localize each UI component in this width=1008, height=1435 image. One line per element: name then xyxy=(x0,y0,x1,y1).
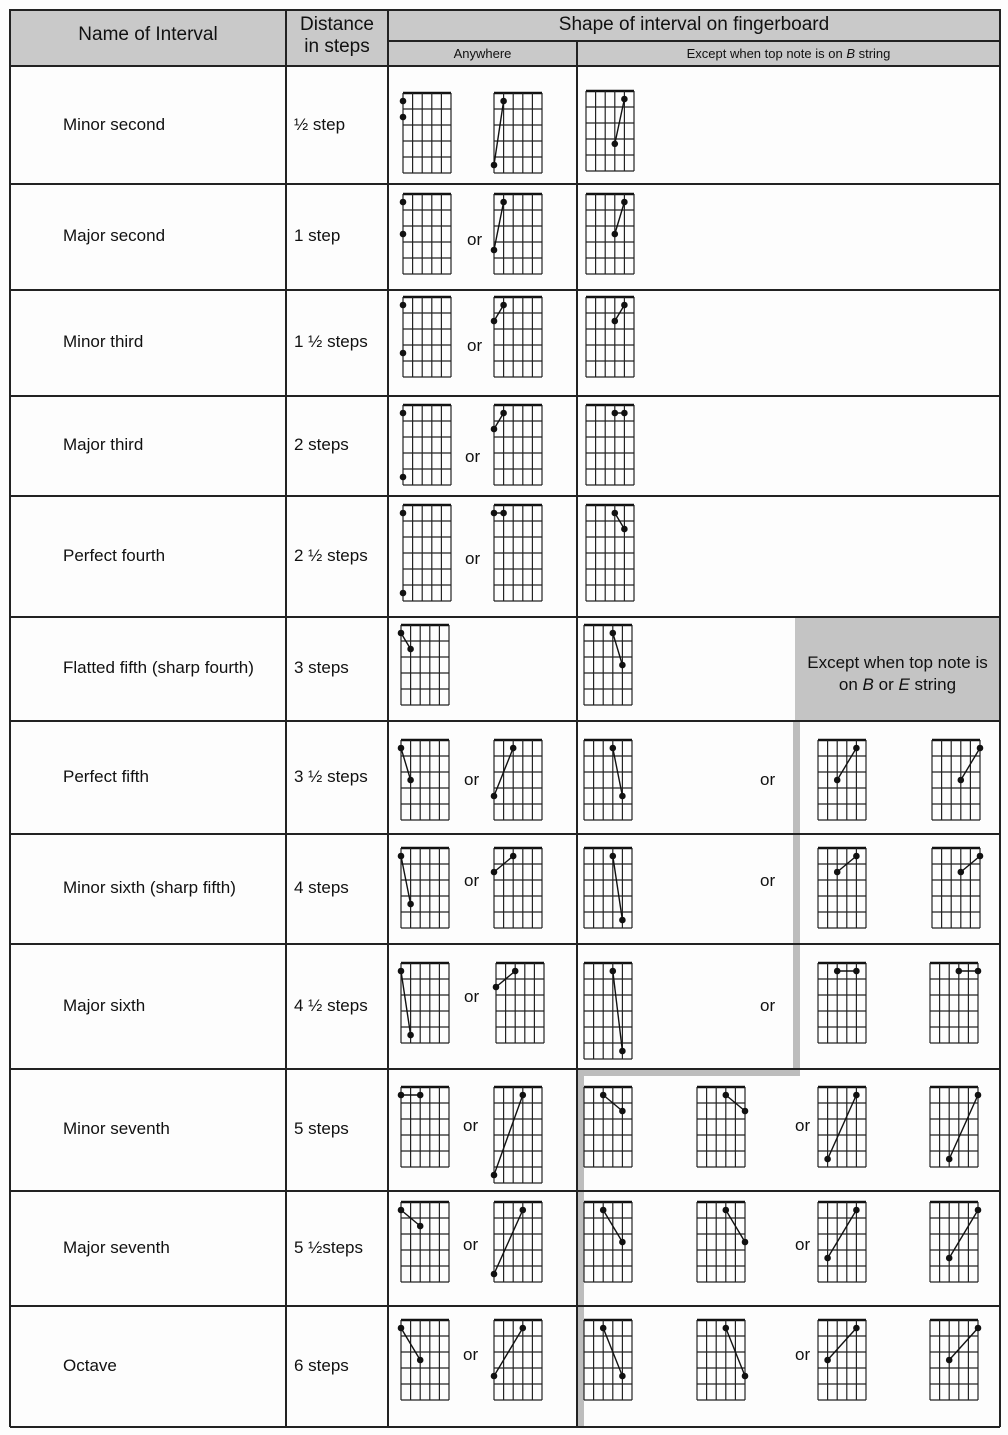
interval-name: Minor sixth (sharp fifth) xyxy=(63,878,236,897)
note-dot-icon xyxy=(400,590,407,597)
note-dot-icon xyxy=(619,1108,626,1115)
note-dot-icon xyxy=(610,630,617,637)
note-dot-icon xyxy=(853,968,860,975)
note-dot-icon xyxy=(417,1357,424,1364)
note-dot-icon xyxy=(493,984,500,991)
interval-name: Minor third xyxy=(63,332,144,351)
note-dot-icon xyxy=(512,968,519,975)
interval-distance: 6 steps xyxy=(294,1355,349,1375)
note-dot-icon xyxy=(834,968,841,975)
or-label: or xyxy=(467,336,483,355)
note-dot-icon xyxy=(491,247,498,254)
interval-name: Perfect fifth xyxy=(63,766,149,786)
interval-distance: 5 steps xyxy=(294,1119,349,1138)
note-dot-icon xyxy=(853,1092,860,1099)
fingerboard-diagram-icon xyxy=(490,501,546,605)
or-label: or xyxy=(463,1345,479,1364)
row-divider xyxy=(10,183,1000,185)
or-label: or xyxy=(464,871,480,890)
or-label: or xyxy=(795,1345,811,1364)
or-label: or xyxy=(795,1116,811,1135)
fingerboard-diagram-icon xyxy=(399,89,455,177)
note-dot-icon xyxy=(612,231,619,238)
interval-name: Major third xyxy=(63,435,144,454)
row-divider xyxy=(10,495,1000,497)
table-right-border xyxy=(999,9,1001,1427)
row-divider xyxy=(10,943,1000,945)
note-dot-icon xyxy=(398,1092,405,1099)
note-dot-icon xyxy=(407,1032,414,1039)
fingerboard-diagram-icon xyxy=(399,401,455,489)
note-dot-icon xyxy=(398,745,405,752)
fingerboard-diagram-icon xyxy=(490,844,546,932)
interval-distance: 4 ½ steps xyxy=(294,995,368,1015)
note-dot-icon xyxy=(621,96,628,103)
note-dot-icon xyxy=(853,1207,860,1214)
or-label: or xyxy=(795,1235,811,1254)
fingerboard-diagram-icon xyxy=(492,959,548,1047)
interval-name: Minor seventh xyxy=(63,1119,170,1138)
header-distance-line2: in steps xyxy=(304,36,370,57)
fingerboard-diagram-icon xyxy=(693,1083,749,1171)
interval-distance: 1 ½ steps xyxy=(294,332,368,351)
note-dot-icon xyxy=(407,646,414,653)
note-dot-icon xyxy=(500,98,507,105)
note-dot-icon xyxy=(600,1207,607,1214)
note-dot-icon xyxy=(619,1373,626,1380)
fingerboard-diagram-icon xyxy=(693,1316,749,1404)
interval-distance: 2 steps xyxy=(294,435,349,454)
note-dot-icon xyxy=(975,1207,982,1214)
fingerboard-diagram-icon xyxy=(490,190,546,278)
fingerboard-diagram-icon xyxy=(814,844,870,932)
fingerboard-diagram-icon xyxy=(490,1316,546,1404)
note-dot-icon xyxy=(946,1156,953,1163)
note-dot-icon xyxy=(500,410,507,417)
note-dot-icon xyxy=(612,410,619,417)
fingerboard-diagram-icon xyxy=(397,844,453,932)
fingerboard-diagram-icon xyxy=(397,1316,453,1404)
row-divider xyxy=(10,395,1000,397)
note-dot-icon xyxy=(400,410,407,417)
fingerboard-diagram-icon xyxy=(580,1198,636,1286)
interval-distance: 5 ½steps xyxy=(294,1237,363,1257)
header-distance-line1: Distance xyxy=(300,14,374,35)
fingerboard-diagram-icon xyxy=(397,736,453,824)
fingerboard-diagram-icon xyxy=(399,293,455,381)
note-dot-icon xyxy=(742,1239,749,1246)
note-dot-icon xyxy=(612,318,619,325)
note-dot-icon xyxy=(612,141,619,148)
note-dot-icon xyxy=(619,917,626,924)
fingerboard-diagram-icon xyxy=(814,959,870,1047)
fingerboard-diagram-icon xyxy=(490,1198,546,1286)
fingerboard-diagram-icon xyxy=(490,293,546,381)
note-dot-icon xyxy=(491,1271,498,1278)
note-dot-icon xyxy=(400,474,407,481)
header-except-b-suffix: string xyxy=(854,46,891,61)
note-dot-icon xyxy=(977,853,984,860)
note-dot-icon xyxy=(491,1172,498,1179)
or-label: or xyxy=(464,987,480,1006)
or-label: or xyxy=(760,871,776,890)
or-label: or xyxy=(465,447,481,466)
fingerboard-diagram-icon xyxy=(490,1083,546,1187)
note-dot-icon xyxy=(946,1255,953,1262)
row-divider xyxy=(10,1426,1000,1428)
fingerboard-diagram-icon xyxy=(582,293,638,381)
note-dot-icon xyxy=(400,302,407,309)
note-dot-icon xyxy=(407,777,414,784)
note-dot-icon xyxy=(500,302,507,309)
note-dot-icon xyxy=(621,410,628,417)
note-dot-icon xyxy=(398,853,405,860)
interval-distance: 3 ½ steps xyxy=(294,766,368,786)
interval-distance: 3 steps xyxy=(294,658,349,677)
or-label: or xyxy=(465,549,481,568)
fingerboard-diagram-icon xyxy=(582,401,638,489)
fingerboard-diagram-icon xyxy=(814,736,870,824)
fingerboard-diagram-icon xyxy=(399,190,455,278)
fingerboard-diagram-icon xyxy=(814,1316,870,1404)
or-label: or xyxy=(760,770,776,789)
note-dot-icon xyxy=(975,1092,982,1099)
interval-distance: 1 step xyxy=(294,226,341,245)
note-dot-icon xyxy=(742,1373,749,1380)
fingerboard-diagram-icon xyxy=(580,959,636,1063)
note-dot-icon xyxy=(407,901,414,908)
note-dot-icon xyxy=(510,745,517,752)
note-dot-icon xyxy=(619,662,626,669)
interval-name: Octave xyxy=(63,1355,117,1375)
note-dot-icon xyxy=(723,1092,730,1099)
column-divider-distance xyxy=(387,9,389,1427)
note-dot-icon xyxy=(742,1108,749,1115)
note-dot-icon xyxy=(824,1255,831,1262)
header-name-of-interval: Name of Interval xyxy=(78,24,218,45)
fingerboard-diagram-icon xyxy=(814,1083,870,1171)
interval-name: Major seventh xyxy=(63,1237,170,1257)
row-divider xyxy=(10,1190,1000,1192)
note-dot-icon xyxy=(400,199,407,206)
fingerboard-diagram-icon xyxy=(580,1316,636,1404)
note-dot-icon xyxy=(621,199,628,206)
fingerboard-diagram-icon xyxy=(926,959,982,1047)
row-divider xyxy=(10,616,1000,618)
table-left-border xyxy=(9,9,11,1427)
header-except-b-string: B xyxy=(846,46,855,61)
note-dot-icon xyxy=(619,793,626,800)
note-dot-icon xyxy=(400,510,407,517)
note-dot-icon xyxy=(975,1325,982,1332)
note-dot-icon xyxy=(946,1357,953,1364)
fingerboard-diagram-icon xyxy=(399,501,455,605)
note-dot-icon xyxy=(491,1373,498,1380)
fingerboard-diagram-icon xyxy=(926,1198,982,1286)
fingerboard-diagram-icon xyxy=(928,844,984,932)
interval-distance: 2 ½ steps xyxy=(294,545,368,565)
note-dot-icon xyxy=(619,1048,626,1055)
interval-distance: ½ step xyxy=(294,114,346,134)
note-dot-icon xyxy=(398,1325,405,1332)
row-divider xyxy=(10,1305,1000,1307)
fingerboard-diagram-icon xyxy=(580,844,636,932)
note-dot-icon xyxy=(500,510,507,517)
note-dot-icon xyxy=(834,777,841,784)
interval-name: Flatted fifth (sharp fourth) xyxy=(63,658,254,677)
except-b-or-e-line1: Except when top note is xyxy=(807,653,988,672)
note-dot-icon xyxy=(958,869,965,876)
note-dot-icon xyxy=(400,350,407,357)
row-divider xyxy=(10,1068,1000,1070)
header-anywhere: Anywhere xyxy=(453,46,512,61)
note-dot-icon xyxy=(610,853,617,860)
interval-name: Major second xyxy=(63,226,166,245)
fingerboard-diagram-icon xyxy=(580,736,636,824)
header-except-b xyxy=(577,46,1000,61)
note-dot-icon xyxy=(398,1207,405,1214)
or-label: or xyxy=(463,1116,479,1135)
note-dot-icon xyxy=(958,777,965,784)
note-dot-icon xyxy=(400,98,407,105)
note-dot-icon xyxy=(398,630,405,637)
note-dot-icon xyxy=(400,114,407,121)
fingerboard-diagram-icon xyxy=(397,1198,453,1286)
fingerboard-diagram-icon xyxy=(814,1198,870,1286)
column-divider-anywhere xyxy=(576,40,578,1426)
note-dot-icon xyxy=(510,853,517,860)
except-b-or-e-box xyxy=(795,618,1000,720)
fingerboard-diagram-icon xyxy=(490,736,546,824)
note-dot-icon xyxy=(610,745,617,752)
note-dot-icon xyxy=(824,1357,831,1364)
fingerboard-diagram-icon xyxy=(397,959,453,1047)
note-dot-icon xyxy=(853,853,860,860)
note-dot-icon xyxy=(520,1092,527,1099)
note-dot-icon xyxy=(491,162,498,169)
or-label: or xyxy=(760,996,776,1015)
or-label: or xyxy=(463,1235,479,1254)
note-dot-icon xyxy=(975,968,982,975)
header-shape: Shape of interval on fingerboard xyxy=(558,14,830,35)
fingerboard-diagram-icon xyxy=(926,1316,982,1404)
note-dot-icon xyxy=(853,745,860,752)
interval-name: Perfect fourth xyxy=(63,545,166,565)
fingerboard-diagram-icon xyxy=(397,1083,453,1171)
fingerboard-diagram-icon xyxy=(582,501,638,605)
fingerboard-diagram-icon xyxy=(693,1198,749,1286)
column-divider-name xyxy=(285,9,287,1427)
row-divider xyxy=(10,289,1000,291)
note-dot-icon xyxy=(610,968,617,975)
or-label: or xyxy=(467,230,483,249)
note-dot-icon xyxy=(417,1092,424,1099)
note-dot-icon xyxy=(723,1325,730,1332)
note-dot-icon xyxy=(621,526,628,533)
fingerboard-diagram-icon xyxy=(580,621,636,709)
note-dot-icon xyxy=(824,1156,831,1163)
note-dot-icon xyxy=(491,318,498,325)
note-dot-icon xyxy=(500,199,507,206)
row-divider xyxy=(10,720,1000,722)
note-dot-icon xyxy=(956,968,963,975)
header-except-b-prefix: Except when top note is on xyxy=(686,46,847,61)
note-dot-icon xyxy=(491,510,498,517)
interval-distance: 4 steps xyxy=(294,878,349,897)
fingerboard-diagram-icon xyxy=(926,1083,982,1171)
fingerboard-diagram-icon xyxy=(490,401,546,489)
note-dot-icon xyxy=(619,1239,626,1246)
note-dot-icon xyxy=(520,1325,527,1332)
fingerboard-diagram-icon xyxy=(582,87,638,175)
fingerboard-diagram-icon xyxy=(397,621,453,709)
row-divider xyxy=(10,833,1000,835)
fingerboard-diagram-icon xyxy=(582,190,638,278)
table-top-border xyxy=(10,9,1000,11)
interval-name: Major sixth xyxy=(63,995,146,1015)
note-dot-icon xyxy=(621,302,628,309)
shade-divider-vertical-upper xyxy=(793,720,800,1072)
note-dot-icon xyxy=(853,1325,860,1332)
note-dot-icon xyxy=(600,1325,607,1332)
fingerboard-diagram-icon xyxy=(580,1083,636,1171)
note-dot-icon xyxy=(723,1207,730,1214)
fingerboard-diagram-icon xyxy=(928,736,984,824)
or-label: or xyxy=(464,770,480,789)
note-dot-icon xyxy=(612,510,619,517)
note-dot-icon xyxy=(491,869,498,876)
header-distance xyxy=(286,14,388,58)
note-dot-icon xyxy=(977,745,984,752)
note-dot-icon xyxy=(491,426,498,433)
note-dot-icon xyxy=(834,869,841,876)
note-dot-icon xyxy=(400,231,407,238)
note-dot-icon xyxy=(520,1207,527,1214)
header-bottom-border xyxy=(10,65,1000,67)
note-dot-icon xyxy=(491,793,498,800)
interval-name: Minor second xyxy=(63,114,166,134)
note-dot-icon xyxy=(417,1223,424,1230)
header-sub-divider xyxy=(388,40,1000,42)
note-dot-icon xyxy=(600,1092,607,1099)
fingerboard-diagram-icon xyxy=(490,89,546,177)
note-dot-icon xyxy=(398,968,405,975)
except-b-or-e-line2: on B or E string xyxy=(838,675,957,694)
